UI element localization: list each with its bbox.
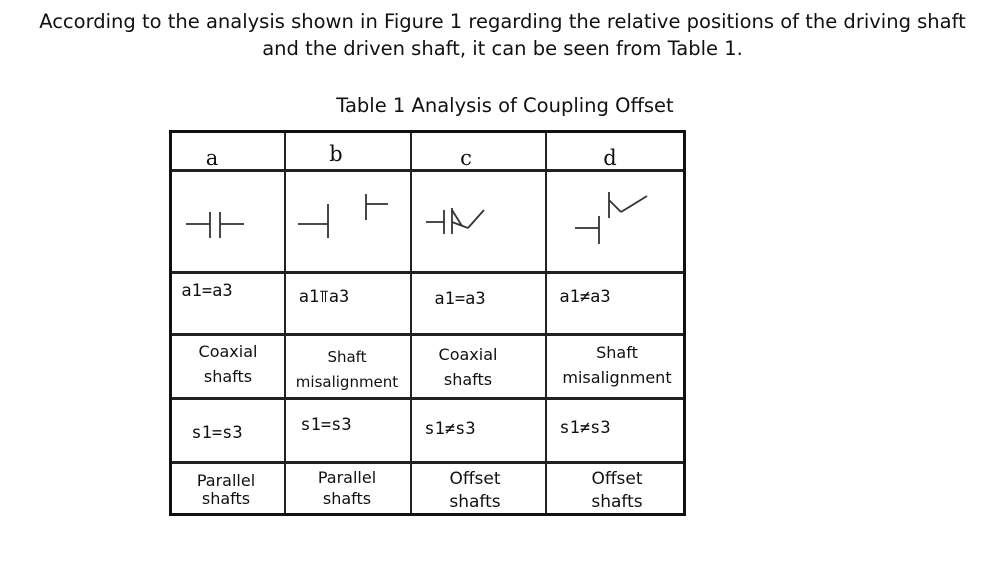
column-letter-c: c [460, 146, 472, 170]
angle-relation-a: a1=a3 [181, 281, 233, 301]
offset-angled-coupling-symbol [545, 172, 683, 271]
table-caption: Table 1 Analysis of Coupling Offset [336, 94, 674, 117]
angled-coupling-symbol [410, 172, 545, 271]
misaligned-coupling-symbol [284, 172, 410, 271]
plane-type-c: Offset shafts [449, 469, 501, 512]
angle-relation-d: a1≠a3 [559, 287, 611, 307]
column-letter-b: b [329, 142, 343, 166]
row-divider [172, 461, 683, 464]
axis-type-b: Shaft misalignment [295, 347, 399, 391]
plane-relation-a: s1=s3 [191, 423, 243, 443]
plane-type-b: Parallel shafts [317, 468, 377, 508]
axis-type-a: Coaxial shafts [198, 341, 258, 386]
coupling-offset-table [169, 130, 686, 516]
plane-relation-d: s1≠s3 [559, 418, 611, 438]
plane-relation-b: s1=s3 [300, 415, 352, 435]
coaxial-coupling-symbol [172, 172, 284, 271]
angle-relation-b: a1⫪a3 [298, 287, 350, 307]
plane-type-d: Offset shafts [591, 469, 643, 512]
intro-paragraph: According to the analysis shown in Figure 1 regarding the relative positions of the driving shaft and the driven shaft, it can be seen from Table 1. [39, 10, 966, 60]
axis-type-c: Coaxial shafts [438, 344, 498, 389]
axis-type-d: Shaft misalignment [562, 342, 672, 387]
row-divider [172, 271, 683, 274]
angle-relation-c: a1=a3 [434, 289, 486, 309]
plane-relation-c: s1≠s3 [424, 419, 476, 439]
column-letter-d: d [603, 146, 617, 170]
row-divider [172, 397, 683, 400]
plane-type-a: Parallel shafts [196, 471, 256, 508]
column-letter-a: a [205, 146, 219, 170]
